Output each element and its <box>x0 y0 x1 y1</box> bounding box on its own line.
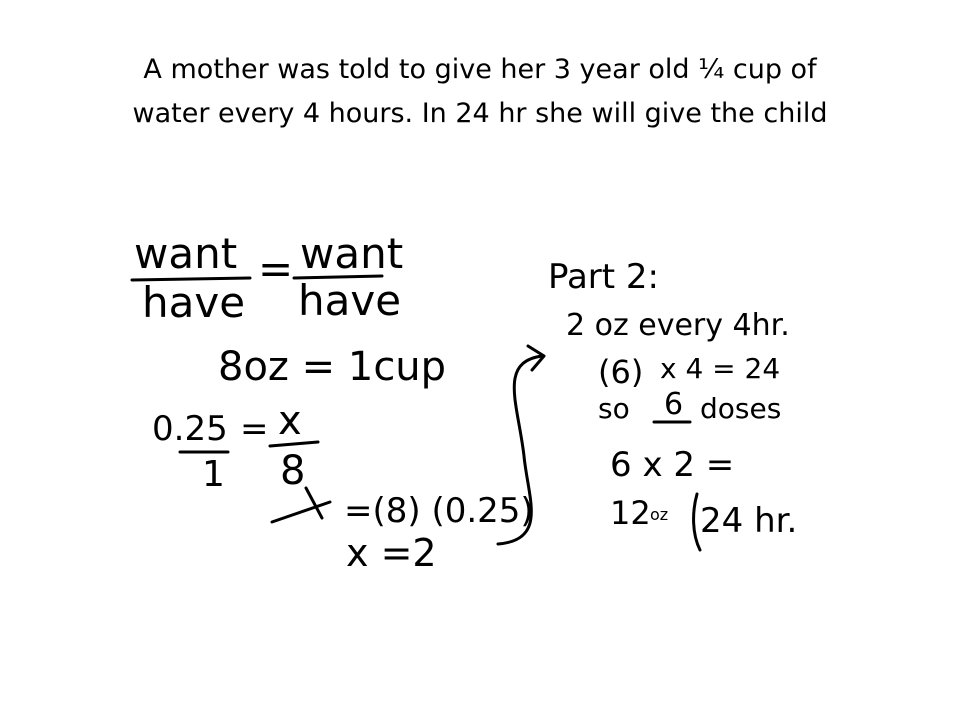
setup-denominator-left: 1 <box>202 454 225 495</box>
proportion-numerator-right: want <box>300 229 404 278</box>
part-2-line-3-prefix: so <box>598 392 630 425</box>
setup-numerator-left: 0.25 <box>152 409 228 449</box>
part-2 <box>548 257 797 550</box>
solve-step: =(8) (0.25) <box>344 491 534 531</box>
part-2-line-2: x 4 = 24 <box>660 352 781 385</box>
part-2-line-4: 6 x 2 = <box>610 445 735 485</box>
setup-denominator-right: 8 <box>280 448 306 494</box>
part-2-line-5-amount: 12 <box>610 494 651 532</box>
part-2-paren: (6) <box>598 353 644 391</box>
part-2-heading: Part 2: <box>548 257 660 297</box>
slide-title-line-1: A mother was told to give her 3 year old ¼ cup of <box>143 54 817 85</box>
proportion-numerator-left: want <box>134 229 238 278</box>
cross-multiply <box>272 488 534 575</box>
part-2-line-3-suffix: doses <box>700 392 782 425</box>
proportion-equals: = <box>258 244 294 293</box>
part-2-line-5-per: 24 hr. <box>700 501 798 541</box>
setup-proportion <box>152 398 318 495</box>
part-2-line-1: 2 oz every 4hr. <box>566 308 790 343</box>
slide-title-line-2: water every 4 hours. In 24 hr she will give the child <box>132 98 828 129</box>
proportion-denominator-left: have <box>142 278 246 327</box>
proportion-template <box>132 229 403 327</box>
setup-equals: = <box>240 409 269 449</box>
conversion-equation: 8oz = 1cup <box>218 344 447 390</box>
setup-numerator-right: x <box>278 398 302 444</box>
proportion-denominator-right: have <box>298 276 402 325</box>
unit-conversion <box>218 344 446 390</box>
solve-result: x =2 <box>346 531 437 575</box>
part-2-line-5-unit: oz <box>650 505 669 524</box>
part-2-line-3-value: 6 <box>664 387 684 422</box>
